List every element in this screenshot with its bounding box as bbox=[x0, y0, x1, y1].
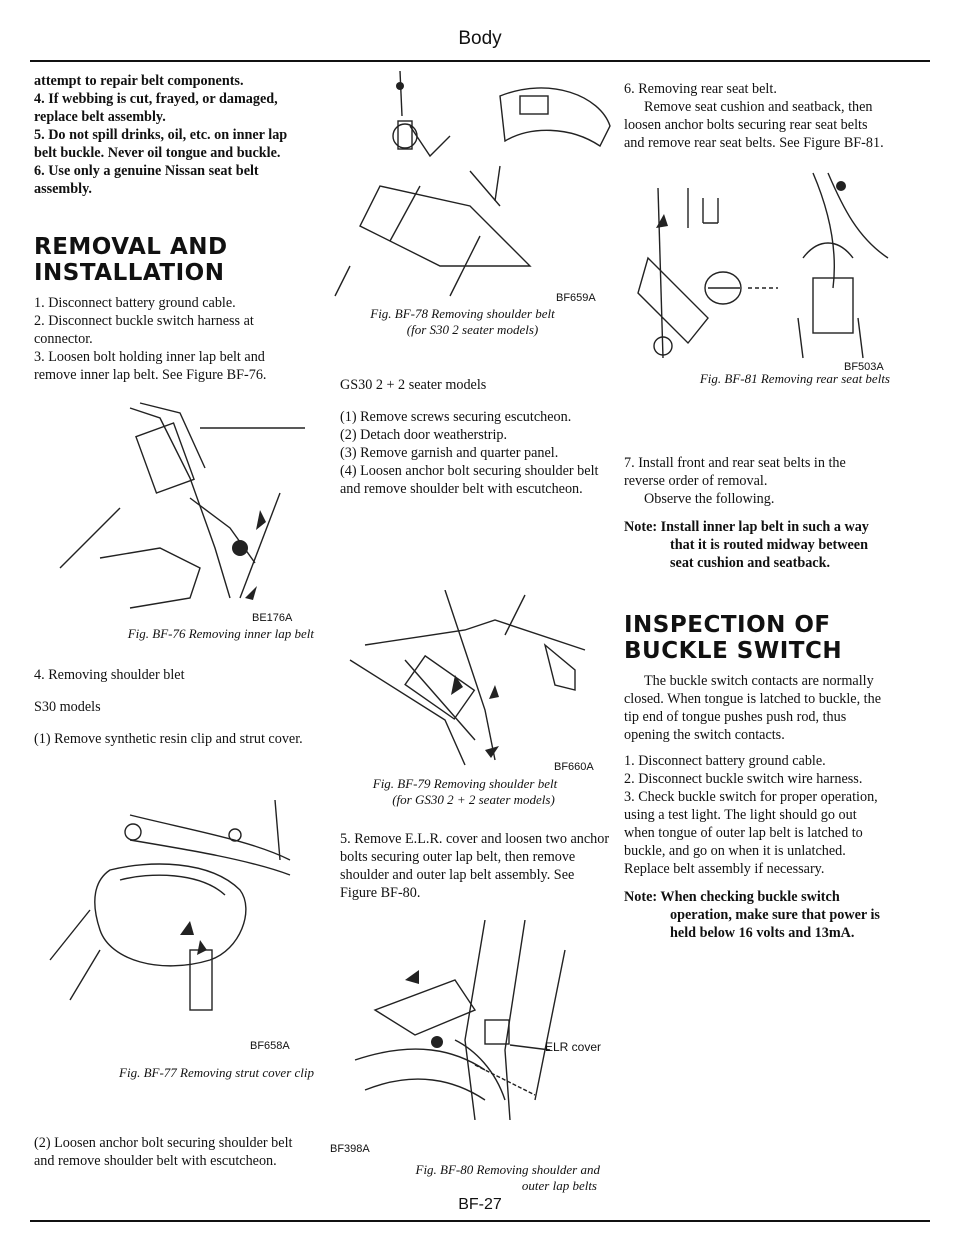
left-column-3 bbox=[34, 1134, 309, 1170]
intro-line: attempt to repair belt components. bbox=[34, 73, 244, 89]
figure-bf81 bbox=[628, 168, 893, 363]
removal-step-1: 1. Disconnect battery ground cable. bbox=[34, 295, 236, 311]
page-number: BF-27 bbox=[458, 1196, 502, 1213]
gs30-step-2: (2) Detach door weatherstrip. bbox=[340, 427, 508, 443]
step-7-title: 7. Install front and rear seat belts in the reverse order of removal. bbox=[624, 455, 846, 489]
middle-column bbox=[340, 376, 612, 498]
removal-step-2: 2. Disconnect buckle switch harness at connector. bbox=[34, 313, 254, 347]
fig79-caption-2: (for GS30 2 + 2 seater models) bbox=[392, 792, 555, 807]
figure-bf79 bbox=[345, 590, 610, 770]
figure-bf78 bbox=[330, 66, 615, 306]
step-5: 5. Remove E.L.R. cover and loosen two anchor bolts securing outer lap belt, then remove shoulder and outer lap belt assembly. See Figure BF-80. bbox=[340, 831, 610, 901]
outer-lap-belt-illustration bbox=[335, 920, 615, 1120]
section-title-removal: REMOVAL AND bbox=[34, 234, 228, 260]
shoulder-belt-gs30-illustration bbox=[345, 590, 610, 770]
footer-rule bbox=[30, 1220, 930, 1222]
buckle-step-2: 2. Disconnect buckle switch wire harness. bbox=[624, 771, 863, 787]
step-7-sub: Observe the following. bbox=[644, 491, 775, 507]
fig76-caption: Fig. BF-76 Removing inner lap belt bbox=[127, 626, 314, 641]
middle-column-2 bbox=[340, 830, 612, 902]
fig77-code: BF658A bbox=[250, 1040, 290, 1052]
gs30-step-1: (1) Remove screws securing escutcheon. bbox=[340, 409, 572, 425]
buckle-description: The buckle switch contacts are normally closed. When tongue is latched to buckle, the tip end of tongue pushes push rod, thus opening the switch contacts. bbox=[624, 673, 882, 743]
precaution-6: 6. Use only a genuine Nissan seat belt assembly. bbox=[34, 163, 259, 197]
left-column bbox=[34, 72, 309, 384]
fig81-code: BF503A bbox=[844, 361, 884, 373]
removal-step-3: 3. Loosen bolt holding inner lap belt and remove inner lap belt. See Figure BF-76. bbox=[34, 349, 267, 383]
note-2: Note: When checking buckle switch operation, make sure that power is held below 16 volts and 13mA. bbox=[624, 889, 880, 941]
left-column-2 bbox=[34, 666, 309, 748]
buckle-step-1: 1. Disconnect battery ground cable. bbox=[624, 753, 826, 769]
buckle-step-3: 3. Check buckle switch for proper operation, using a test light. The light should go out when tongue of outer lap belt is latched to buckle, and go on when it is unlatched. Replace belt assembly if necessary. bbox=[624, 789, 878, 877]
precaution-4: 4. If webbing is cut, frayed, or damaged, replace belt assembly. bbox=[34, 91, 278, 125]
fig77-caption: Fig. BF-77 Removing strut cover clip bbox=[119, 1065, 314, 1080]
gs30-models-heading: GS30 2 + 2 seater models bbox=[340, 377, 487, 393]
step-4: 4. Removing shoulder blet bbox=[34, 667, 185, 683]
section-title-inspection: INSPECTION OF bbox=[624, 612, 831, 638]
rear-seat-belts-illustration bbox=[628, 168, 893, 363]
shoulder-belt-s30-illustration bbox=[330, 66, 615, 306]
section-title-buckle-switch: BUCKLE SWITCH bbox=[624, 638, 843, 664]
figure-bf80 bbox=[335, 920, 615, 1120]
section-title-installation: INSTALLATION bbox=[34, 260, 225, 286]
fig80-caption-1: Fig. BF-80 Removing shoulder and bbox=[415, 1162, 600, 1177]
note-1: Note: Install inner lap belt in such a way that it is routed midway between seat cushion and seatback. bbox=[624, 519, 869, 571]
step-6-title: 6. Removing rear seat belt. bbox=[624, 81, 777, 97]
strut-cover-illustration bbox=[40, 800, 310, 1020]
gs30-step-4: (4) Loosen anchor bolt securing shoulder belt and remove shoulder belt with escutcheon. bbox=[340, 463, 599, 497]
s30-step-2: (2) Loosen anchor bolt securing shoulder belt and remove shoulder belt with escutcheon. bbox=[34, 1135, 293, 1169]
s30-models-heading: S30 models bbox=[34, 699, 101, 715]
fig78-caption-1: Fig. BF-78 Removing shoulder belt bbox=[370, 306, 555, 321]
fig80-elr-label: ELR cover bbox=[545, 1040, 602, 1054]
right-column-2 bbox=[624, 454, 886, 942]
right-column bbox=[624, 80, 884, 152]
fig78-caption-2: (for S30 2 seater models) bbox=[406, 322, 539, 337]
fig81-caption: Fig. BF-81 Removing rear seat belts bbox=[699, 371, 890, 386]
fig79-code: BF660A bbox=[554, 761, 594, 773]
inner-lap-belt-illustration bbox=[40, 398, 310, 618]
figure-bf76 bbox=[40, 398, 310, 618]
fig80-caption-2: outer lap belts bbox=[521, 1178, 597, 1193]
precaution-5: 5. Do not spill drinks, oil, etc. on inner lap belt buckle. Never oil tongue and buckle. bbox=[34, 127, 288, 161]
fig79-caption-1: Fig. BF-79 Removing shoulder belt bbox=[372, 776, 558, 791]
fig76-code: BE176A bbox=[252, 612, 293, 624]
s30-step-1: (1) Remove synthetic resin clip and strut cover. bbox=[34, 731, 303, 747]
fig78-code: BF659A bbox=[556, 292, 596, 304]
page-header: Body bbox=[458, 28, 502, 49]
gs30-step-3: (3) Remove garnish and quarter panel. bbox=[340, 445, 559, 461]
fig80-code: BF398A bbox=[330, 1143, 370, 1155]
step-6-text: Remove seat cushion and seatback, then loosen anchor bolts securing rear seat belts and remove rear seat belts. See Figure BF-81. bbox=[624, 99, 884, 151]
figure-bf77 bbox=[40, 800, 310, 1020]
header-rule bbox=[30, 60, 930, 62]
